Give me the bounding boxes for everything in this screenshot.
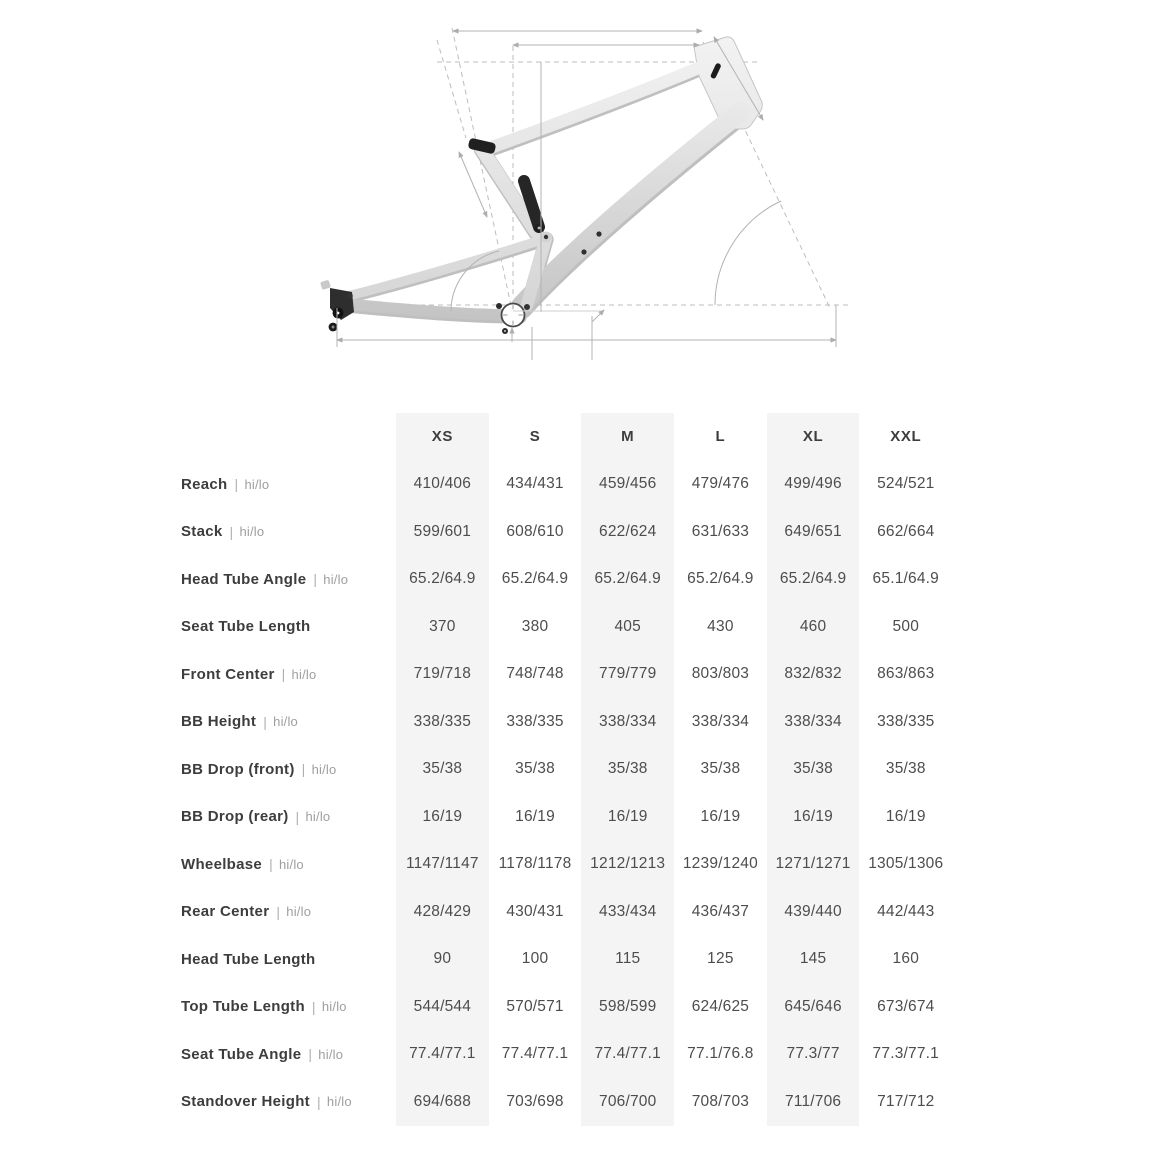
value-cell: 624/625 [691, 997, 750, 1015]
hi-lo-suffix: hi/lo [286, 904, 312, 920]
value-cell: 77.1/76.8 [687, 1045, 754, 1063]
value-cell: 499/496 [767, 461, 860, 509]
value-cell: 338/335 [877, 712, 935, 730]
label-separator: | [276, 903, 281, 920]
value-cell: 779/779 [581, 651, 674, 699]
value-cell: 35/38 [767, 746, 860, 794]
value-cell: 338/335 [506, 712, 564, 730]
value-cell: 436/437 [691, 902, 750, 920]
value-cell: 748/748 [506, 665, 564, 683]
value-cell: 380 [521, 617, 549, 635]
value-cell: 65.1/64.9 [872, 570, 939, 588]
value-cell: 662/664 [877, 522, 935, 540]
bb-drop-tick [592, 310, 604, 322]
value-cell: 711/706 [767, 1078, 860, 1126]
row-label [181, 508, 396, 556]
hi-lo-suffix: hi/lo [305, 809, 331, 825]
value-cell: 77.4/77.1 [501, 1045, 569, 1063]
value-cell: 832/832 [767, 651, 860, 699]
hi-lo-suffix: hi/lo [326, 1094, 352, 1110]
size-column-header: S [529, 428, 541, 446]
value-cell: 1239/1240 [682, 855, 758, 873]
value-cell: 719/718 [396, 651, 489, 699]
label-separator: | [295, 808, 300, 825]
hi-lo-suffix: hi/lo [291, 666, 317, 682]
row-label-text: Seat Tube Length [181, 618, 311, 636]
value-cell: 622/624 [581, 508, 674, 556]
label-separator: | [234, 476, 239, 493]
down-tube [521, 112, 740, 306]
value-cell: 703/698 [506, 1092, 564, 1110]
value-cell: 77.3/77 [767, 1031, 860, 1079]
stay-pivot [347, 293, 353, 299]
row-label-text: BB Drop (front) [181, 760, 295, 778]
value-cell: 115 [581, 936, 674, 984]
row-label [181, 556, 396, 604]
value-cell: 100 [521, 950, 549, 968]
value-cell: 479/476 [691, 475, 750, 493]
row-label-text: Head Tube Length [181, 950, 316, 968]
value-cell: 35/38 [581, 746, 674, 794]
value-cell: 524/521 [877, 475, 935, 493]
chainstay-pivot [524, 304, 530, 310]
seatpost-axis-line [437, 40, 466, 138]
value-cell: 160 [892, 950, 920, 968]
row-label-text: Front Center [181, 665, 275, 683]
row-label [181, 461, 396, 509]
value-cell: 803/803 [691, 665, 750, 683]
value-cell: 439/440 [767, 888, 860, 936]
row-label-text: Reach [181, 475, 228, 493]
value-cell: 717/712 [877, 1092, 935, 1110]
table-corner-spacer [181, 413, 396, 461]
value-cell: 645/646 [767, 983, 860, 1031]
head-angle-arc [715, 201, 781, 305]
row-label [181, 1078, 396, 1126]
value-cell: 16/19 [515, 807, 555, 825]
label-separator: | [301, 761, 306, 778]
size-column-header: M [581, 413, 674, 461]
value-cell: 65.2/64.9 [581, 556, 674, 604]
value-cell: 90 [396, 936, 489, 984]
hi-lo-suffix: hi/lo [323, 571, 349, 587]
value-cell: 125 [707, 950, 734, 968]
bottle-boss [596, 231, 601, 236]
value-cell: 708/703 [691, 1092, 750, 1110]
value-cell: 16/19 [396, 793, 489, 841]
top-tube [487, 66, 703, 149]
row-label-text: BB Height [181, 713, 257, 731]
row-label [181, 603, 396, 651]
value-cell: 16/19 [885, 807, 926, 825]
row-label [181, 746, 396, 794]
row-label [181, 651, 396, 699]
label-separator: | [229, 523, 234, 540]
value-cell: 77.4/77.1 [581, 1031, 674, 1079]
value-cell: 65.2/64.9 [767, 556, 860, 604]
value-cell: 430 [707, 617, 734, 635]
value-cell: 405 [581, 603, 674, 651]
label-separator: | [308, 1046, 313, 1063]
hi-lo-suffix: hi/lo [318, 1046, 344, 1062]
row-label [181, 1031, 396, 1079]
size-column-header: L [715, 428, 726, 446]
value-cell: 608/610 [506, 522, 564, 540]
value-cell: 35/38 [396, 746, 489, 794]
value-cell: 433/434 [581, 888, 674, 936]
value-cell: 77.4/77.1 [396, 1031, 489, 1079]
value-cell: 35/38 [885, 760, 926, 778]
size-column-header: XXL [890, 428, 922, 446]
row-label [181, 793, 396, 841]
value-cell: 570/571 [506, 997, 564, 1015]
value-cell: 77.3/77.1 [872, 1045, 939, 1063]
value-cell: 65.2/64.9 [396, 556, 489, 604]
row-label-text: BB Drop (rear) [181, 808, 289, 826]
value-cell: 1147/1147 [396, 841, 489, 889]
value-cell: 338/334 [767, 698, 860, 746]
row-label [181, 841, 396, 889]
dimension-lines-dashed [330, 28, 851, 315]
bottle-boss [581, 249, 586, 254]
value-cell: 35/38 [515, 760, 555, 778]
bike-frame-drawing [0, 0, 1149, 413]
value-cell: 1305/1306 [868, 855, 944, 873]
hi-lo-suffix: hi/lo [244, 476, 270, 492]
value-cell: 442/443 [877, 902, 935, 920]
label-separator: | [269, 856, 273, 873]
value-cell: 694/688 [396, 1078, 489, 1126]
value-cell: 338/334 [691, 712, 750, 730]
value-cell: 706/700 [581, 1078, 674, 1126]
value-cell: 673/674 [877, 997, 935, 1015]
label-separator: | [281, 666, 286, 683]
value-cell: 428/429 [396, 888, 489, 936]
hi-lo-suffix: hi/lo [273, 714, 298, 730]
label-separator: | [263, 713, 268, 730]
value-cell: 370 [396, 603, 489, 651]
hi-lo-suffix: hi/lo [311, 761, 337, 777]
value-cell: 1178/1178 [498, 855, 572, 873]
hi-lo-suffix: hi/lo [321, 999, 347, 1015]
row-label-text: Head Tube Angle [181, 570, 307, 588]
value-cell: 16/19 [767, 793, 860, 841]
value-cell: 544/544 [396, 983, 489, 1031]
value-cell: 145 [767, 936, 860, 984]
row-label-text: Seat Tube Angle [181, 1045, 302, 1063]
value-cell: 631/633 [691, 522, 750, 540]
value-cell: 410/406 [396, 461, 489, 509]
row-label-text: Wheelbase [181, 855, 263, 873]
value-cell: 598/599 [581, 983, 674, 1031]
value-cell: 599/601 [396, 508, 489, 556]
value-cell: 430/431 [506, 902, 564, 920]
geometry-table [181, 413, 952, 1126]
size-column-header: XS [396, 413, 489, 461]
value-cell: 1212/1213 [581, 841, 674, 889]
size-column-header: XL [767, 413, 860, 461]
value-cell: 500 [892, 617, 920, 635]
value-cell: 649/651 [767, 508, 860, 556]
bike-geometry-diagram [0, 0, 1149, 413]
value-cell: 863/863 [877, 665, 935, 683]
row-label-text: Top Tube Length [181, 998, 305, 1016]
row-label [181, 936, 396, 984]
row-label [181, 983, 396, 1031]
value-cell: 338/335 [396, 698, 489, 746]
hi-lo-suffix: hi/lo [279, 856, 304, 872]
value-cell: 65.2/64.9 [501, 570, 569, 588]
fender-tab [320, 280, 331, 290]
value-cell: 460 [767, 603, 860, 651]
row-label-text: Stack [181, 523, 223, 541]
value-cell: 65.2/64.9 [687, 570, 754, 588]
value-cell: 16/19 [581, 793, 674, 841]
hi-lo-suffix: hi/lo [239, 524, 265, 540]
label-separator: | [313, 571, 318, 588]
value-cell: 16/19 [700, 807, 741, 825]
value-cell: 35/38 [700, 760, 741, 778]
label-separator: | [311, 998, 316, 1015]
value-cell: 338/334 [581, 698, 674, 746]
seat-stay [344, 239, 544, 297]
row-label-text: Standover Height [181, 1093, 310, 1111]
row-label-text: Rear Center [181, 903, 270, 921]
row-label [181, 888, 396, 936]
row-label [181, 698, 396, 746]
label-separator: | [316, 1093, 321, 1110]
value-cell: 459/456 [581, 461, 674, 509]
value-cell: 1271/1271 [767, 841, 860, 889]
value-cell: 434/431 [506, 475, 564, 493]
